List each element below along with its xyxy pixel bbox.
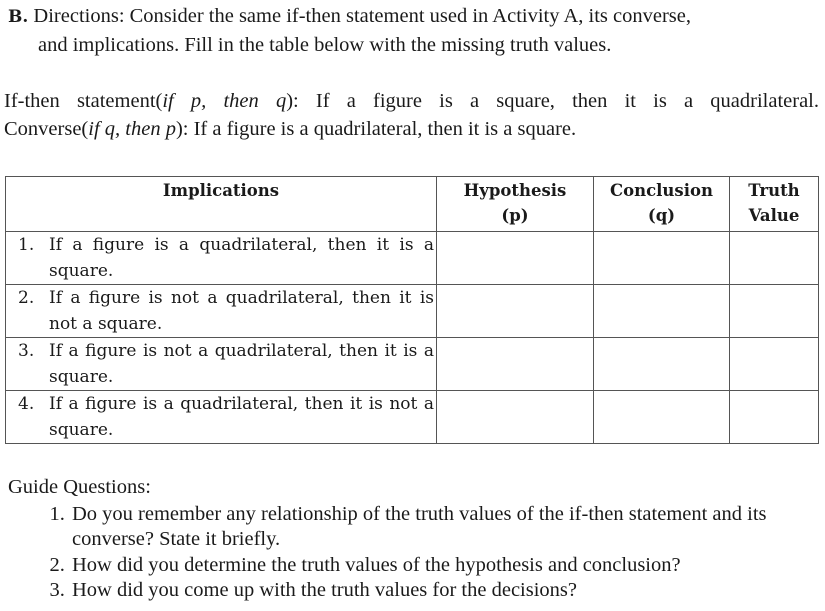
ifthen-statement: If-then statement(if p, then q): If a figure is a square, then it is a quadrilateral. — [4, 90, 819, 112]
statements — [4, 87, 819, 143]
section-label: B. — [8, 7, 29, 27]
implication-cell: 1. If a figure is a quadrilateral, then it is a square. — [6, 232, 437, 285]
converse-statement: Converse(if q, then p): If a figure is a quadrilateral, then it is a square. — [4, 118, 577, 140]
hypothesis-cell[interactable] — [437, 285, 594, 338]
table-row — [6, 338, 819, 391]
hypothesis-cell[interactable] — [437, 338, 594, 391]
guide-title: Guide Questions: — [8, 476, 151, 498]
conclusion-cell[interactable] — [594, 285, 730, 338]
conclusion-cell[interactable] — [594, 391, 730, 444]
conclusion-cell[interactable] — [594, 232, 730, 285]
ifthen-notation: if p, then q — [162, 90, 287, 112]
table-row — [6, 232, 819, 285]
implication-cell: 2. If a figure is not a quadrilateral, then it is not a square. — [6, 285, 437, 338]
converse-notation: if q, then p — [88, 118, 176, 140]
implication-cell: 4. If a figure is a quadrilateral, then it is not a square. — [6, 391, 437, 444]
hypothesis-cell[interactable] — [437, 232, 594, 285]
header-conclusion: Conclusion (q) — [594, 177, 730, 232]
directions — [8, 2, 818, 59]
header-truth-value: Truth Value — [730, 177, 819, 232]
truth-value-cell[interactable] — [730, 391, 819, 444]
directions-line-1: Directions: Consider the same if-then statement used in Activity A, its converse, — [33, 5, 691, 27]
directions-line-2: and implications. Fill in the table below with the missing truth values. — [38, 34, 612, 56]
header-implications: Implications — [6, 177, 437, 232]
table-row — [6, 391, 819, 444]
guide-question: 2. How did you determine the truth values of the hypothesis and conclusion? — [70, 553, 818, 579]
truth-value-cell[interactable] — [730, 338, 819, 391]
header-hypothesis: Hypothesis (p) — [437, 177, 594, 232]
truth-value-cell[interactable] — [730, 285, 819, 338]
table-header-row — [6, 177, 819, 232]
implication-cell: 3. If a figure is not a quadrilateral, then it is a square. — [6, 338, 437, 391]
conclusion-cell[interactable] — [594, 338, 730, 391]
guide-question: 3. How did you come up with the truth values for the decisions? — [70, 578, 818, 604]
table-row — [6, 285, 819, 338]
guide-question-list — [8, 502, 818, 604]
truth-table — [5, 176, 819, 444]
guide-questions — [8, 475, 818, 604]
guide-question: 1. Do you remember any relationship of the truth values of the if-then statement and its converse? State it briefly. — [70, 502, 818, 553]
truth-value-cell[interactable] — [730, 232, 819, 285]
hypothesis-cell[interactable] — [437, 391, 594, 444]
